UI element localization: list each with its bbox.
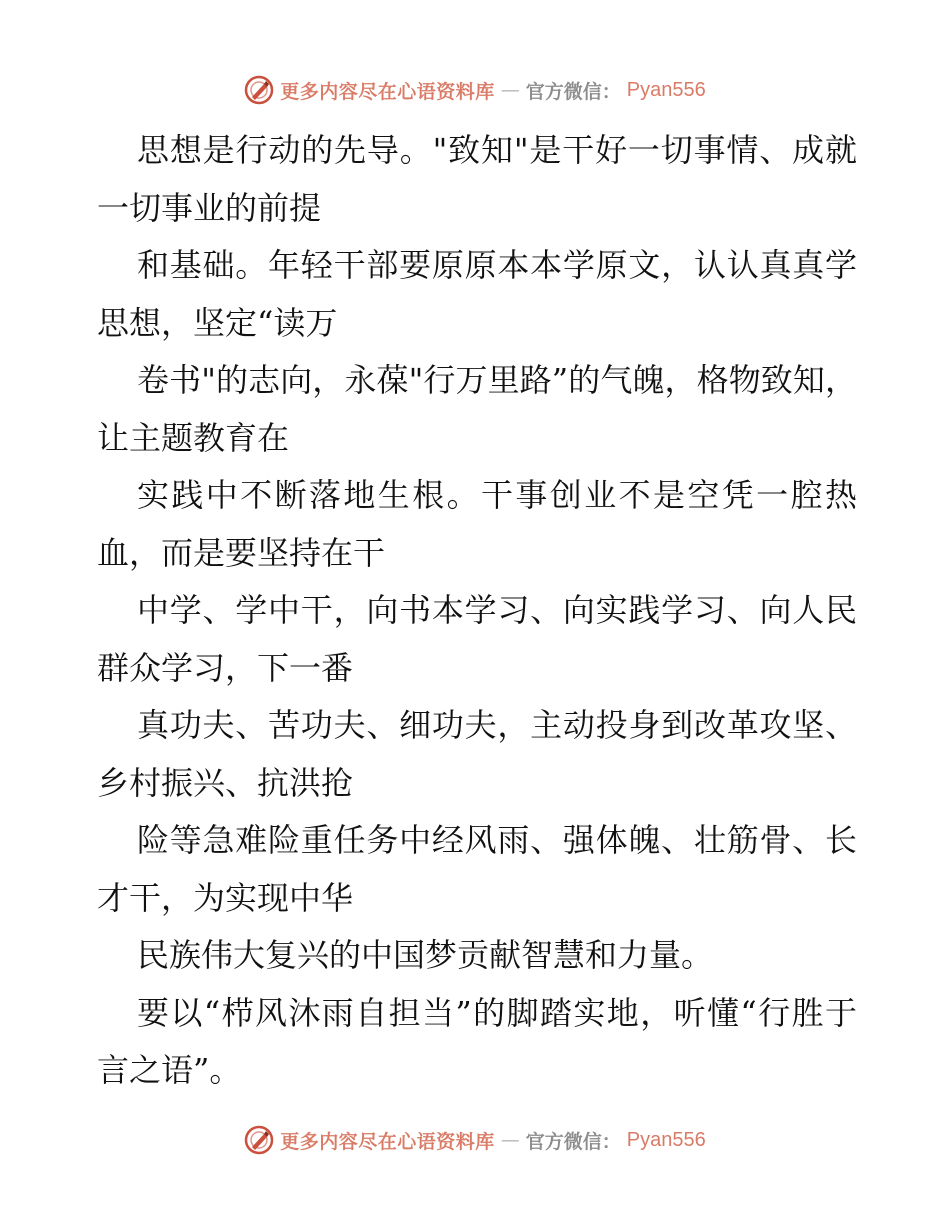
paragraph-4: 实践中不断落地生根。干事创业不是空凭一腔热血，而是要坚持在干: [97, 476, 857, 572]
paragraph-8: 民族伟大复兴的中国梦贡献智慧和力量。: [137, 936, 714, 974]
header-account-id: Pyan556: [626, 78, 706, 101]
document-body: [97, 122, 857, 1100]
header-banner-text: 更多内容尽在心语资料库: [280, 80, 495, 103]
paragraph-5: 中学、学中干，向书本学习、向实践学习、向人民群众学习，下一番: [97, 591, 857, 687]
footer-banner: [0, 1120, 950, 1160]
header-account-label: 官方微信：: [525, 80, 621, 103]
pen-circle-logo-icon: [244, 1125, 274, 1155]
footer-account-label: 官方微信：: [525, 1130, 621, 1153]
header-banner-dash: —: [500, 79, 520, 101]
paragraph-1: 思想是行动的先导。"致知"是干好一切事情、成就一切事业的前提: [97, 131, 857, 227]
footer-banner-text: 更多内容尽在心语资料库: [280, 1130, 495, 1153]
footer-banner-dash: —: [500, 1129, 520, 1151]
paragraph-9: 要以“栉风沐雨自担当”的脚踏实地，听懂“行胜于言之语”。: [97, 993, 857, 1089]
paragraph-2: 和基础。年轻干部要原原本本学原文，认认真真学思想，坚定“读万: [97, 246, 857, 342]
footer-account-id: Pyan556: [626, 1128, 706, 1151]
paragraph-6: 真功夫、苦功夫、细功夫，主动投身到改革攻坚、乡村振兴、抗洪抢: [97, 706, 857, 802]
header-banner: [0, 70, 950, 110]
paragraph-7: 险等急难险重任务中经风雨、强体魄、壮筋骨、长才干，为实现中华: [97, 821, 857, 917]
paragraph-3: 卷书"的志向，永葆"行万里路”的气魄，格物致知，让主题教育在: [97, 361, 857, 457]
pen-circle-logo-icon: [244, 75, 274, 105]
